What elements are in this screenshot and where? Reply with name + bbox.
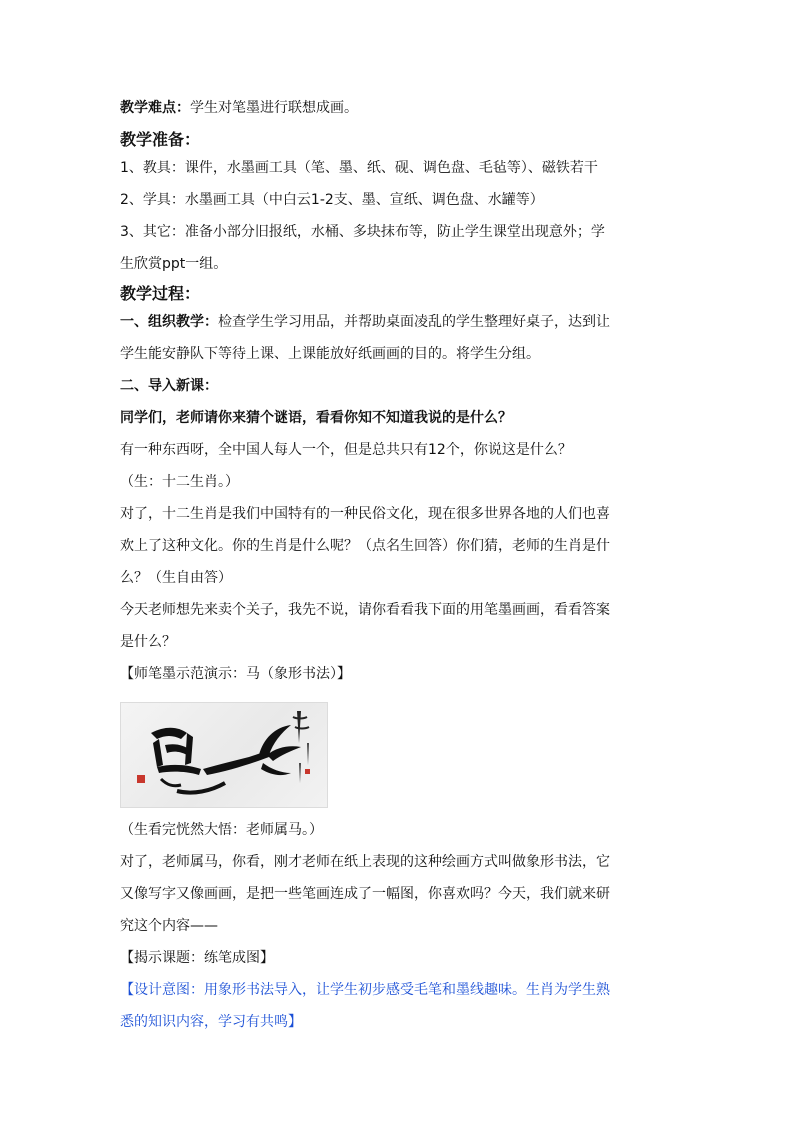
prep-item-3a: 3、其它：准备小部分旧报纸，水桶、多块抹布等，防止学生课堂出现意外；学 bbox=[120, 224, 605, 240]
paragraph-3b: 又像写字又像画画，是把一些笔画连成了一幅图，你喜欢吗？今天，我们就来研 bbox=[120, 886, 610, 902]
answer-1: （生：十二生肖。） bbox=[120, 474, 239, 490]
difficulty-text: 学生对笔墨进行联想成画。 bbox=[190, 100, 358, 116]
prep-item-1: 1、教具：课件，水墨画工具（笔、墨、纸、砚、调色盘、毛毡等）、磁铁若干 bbox=[120, 160, 598, 176]
difficulty-line bbox=[120, 98, 680, 130]
riddle: 有一种东西呀，全中国人每人一个，但是总共只有12个，你说这是什么？ bbox=[120, 442, 572, 458]
prep-item-3b: 生欣赏ppt一组。 bbox=[120, 256, 228, 272]
step2-label: 二、导入新课： bbox=[120, 378, 218, 394]
step1-label: 一、组织教学： bbox=[120, 314, 218, 330]
document-body bbox=[120, 98, 680, 1044]
design-intent-b: 悉的知识内容，学习有共鸣】 bbox=[120, 1014, 302, 1030]
paragraph-2b: 是什么？ bbox=[120, 634, 176, 650]
prep-heading: 教学准备： bbox=[120, 130, 201, 149]
paragraph-1c: 么？（生自由答） bbox=[120, 570, 232, 586]
calligraphy-drawing bbox=[121, 703, 327, 807]
answer-2: （生看完恍然大悟：老师属马。） bbox=[120, 822, 323, 838]
design-intent-a: 【设计意图：用象形书法导入，让学生初步感受毛笔和墨线趣味。生肖为学生熟 bbox=[120, 982, 610, 998]
paragraph-1b: 欢上了这种文化。你的生肖是什么呢？（点名生回答）你们猜，老师的生肖是什 bbox=[120, 538, 610, 554]
process-heading: 教学过程： bbox=[120, 284, 201, 303]
horse-calligraphy-image bbox=[120, 702, 328, 808]
paragraph-2a: 今天老师想先来卖个关子，我先不说，请你看看我下面的用笔墨画画，看看答案 bbox=[120, 602, 610, 618]
paragraph-3c: 究这个内容—— bbox=[120, 918, 218, 934]
step1-line-b: 学生能安静队下等待上课、上课能放好纸画画的目的。将学生分组。 bbox=[120, 346, 540, 362]
topic-label: 【揭示课题：练笔成图】 bbox=[120, 950, 274, 966]
paragraph-1a: 对了，十二生肖是我们中国特有的一种民俗文化，现在很多世界各地的人们也喜 bbox=[120, 506, 610, 522]
paragraph-3a: 对了，老师属马，你看，刚才老师在纸上表现的这种绘画方式叫做象形书法，它 bbox=[120, 854, 610, 870]
prep-item-2: 2、学具：水墨画工具（中白云1-2支、墨、宣纸、调色盘、水罐等） bbox=[120, 192, 544, 208]
step1-text: 检查学生学习用品，并帮助桌面凌乱的学生整理好桌子，达到让 bbox=[218, 314, 610, 330]
demo-label: 【师笔墨示范演示：马（象形书法）】 bbox=[120, 666, 351, 682]
difficulty-label: 教学难点： bbox=[120, 100, 190, 116]
riddle-intro: 同学们，老师请你来猜个谜语，看看你知不知道我说的是什么？ bbox=[120, 410, 512, 426]
step1-line-a bbox=[120, 312, 680, 344]
